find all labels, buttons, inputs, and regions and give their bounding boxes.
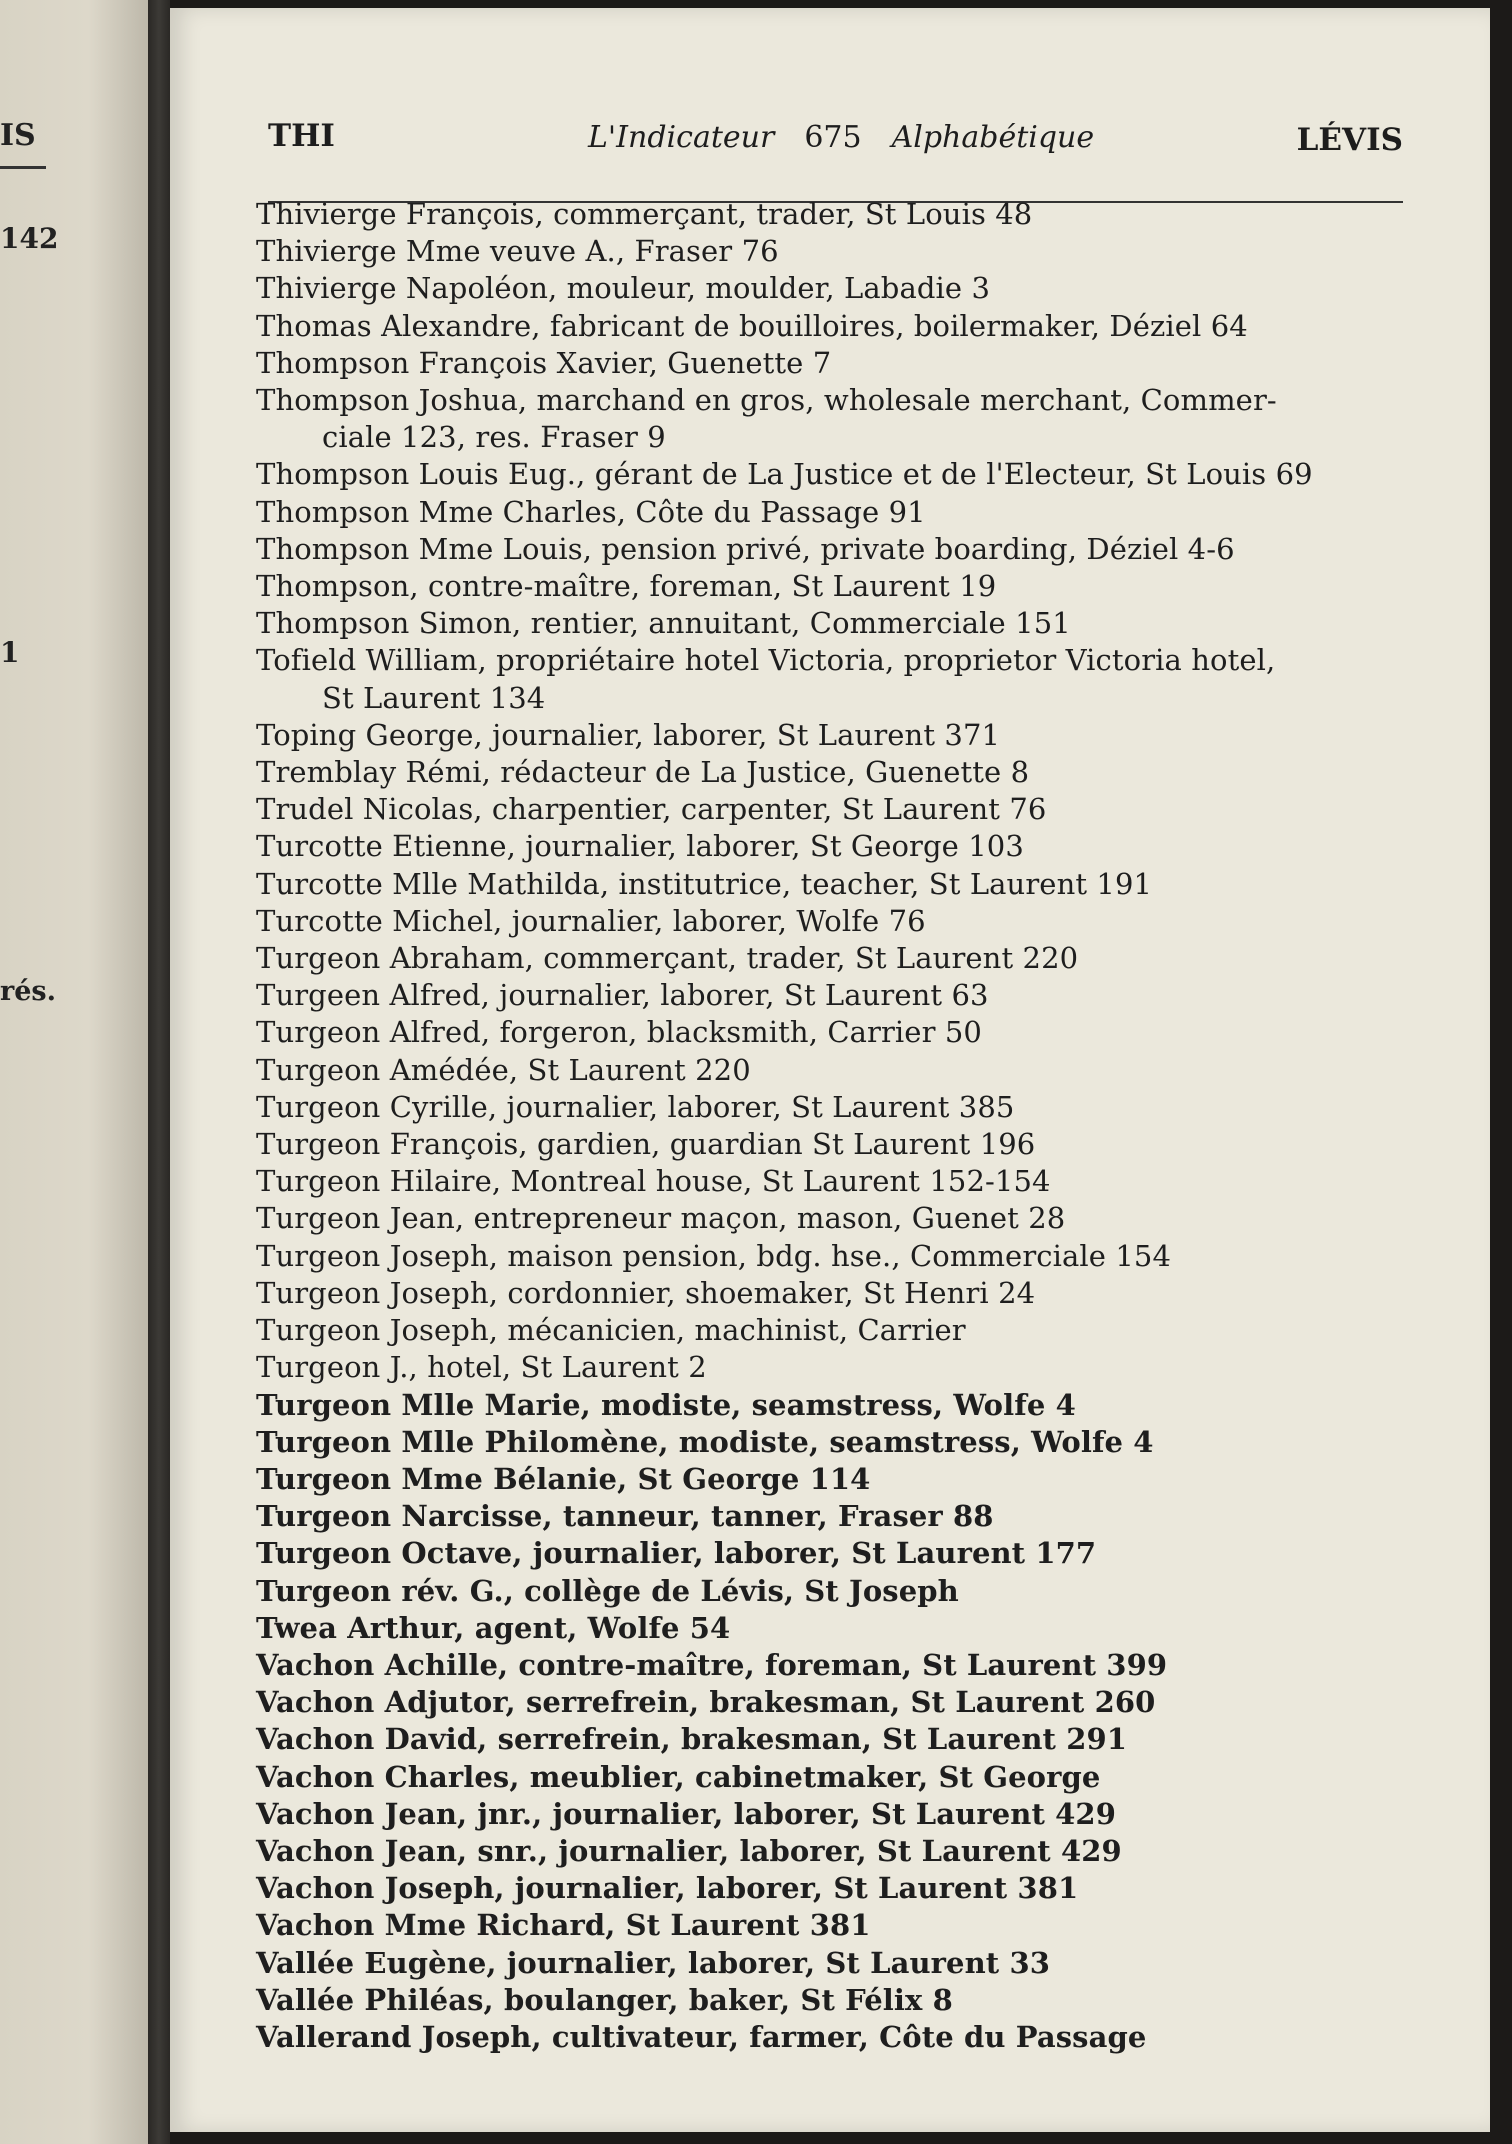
list-item-continuation: St Laurent 134 xyxy=(322,680,546,715)
left-fragment-number: 142 xyxy=(0,222,59,255)
left-page-edge xyxy=(0,0,148,2144)
list-item: Thivierge Mme veuve A., Fraser 76 xyxy=(256,234,779,269)
list-item: Turgeon Mlle Marie, modiste, seamstress, Wolfe 4 xyxy=(256,1387,1076,1422)
list-item: Vachon Achille, contre-maître, foreman, St Laurent 399 xyxy=(256,1647,1168,1682)
list-item: Trudel Nicolas, charpentier, carpenter, St Laurent 76 xyxy=(256,792,1047,827)
header-town: LÉVIS xyxy=(1296,122,1403,158)
header-section-code: THI xyxy=(268,118,335,154)
list-item: Turgeon Jean, entrepreneur maçon, mason, Guenet 28 xyxy=(256,1201,1066,1236)
left-header-rule xyxy=(0,166,46,169)
list-item: Turgeon François, gardien, guardian St Laurent 196 xyxy=(256,1127,1036,1162)
list-item: Turgeon Mme Bélanie, St George 114 xyxy=(256,1461,871,1496)
list-item: Thompson Joshua, marchand en gros, wholesale merchant, Commer- xyxy=(256,383,1277,418)
list-item: Turgeen Alfred, journalier, laborer, St Laurent 63 xyxy=(256,978,989,1013)
list-item: Turgeon rév. G., collège de Lévis, St Joseph xyxy=(256,1573,959,1608)
list-item-continuation: ciale 123, res. Fraser 9 xyxy=(322,420,666,455)
list-item: Turgeon Hilaire, Montreal house, St Laurent 152-154 xyxy=(256,1164,1051,1199)
list-item: Thivierge François, commerçant, trader, St Louis 48 xyxy=(256,197,1033,231)
list-item: Vallerand Joseph, cultivateur, farmer, Côte du Passage xyxy=(256,2019,1147,2054)
list-item: Turcotte Mlle Mathilda, institutrice, teacher, St Laurent 191 xyxy=(256,866,1153,901)
list-item: Tofield William, propriétaire hotel Victoria, proprietor Victoria hotel, xyxy=(256,643,1276,678)
list-item: Thompson Mme Louis, pension privé, private boarding, Déziel 4-6 xyxy=(256,531,1235,566)
left-fragment-digit: 1 xyxy=(0,636,20,669)
page-header xyxy=(268,118,1403,168)
list-item: Twea Arthur, agent, Wolfe 54 xyxy=(256,1610,731,1645)
list-item: Turgeon Alfred, forgeron, blacksmith, Carrier 50 xyxy=(256,1015,982,1050)
list-item: Vachon Jean, snr., journalier, laborer, St Laurent 429 xyxy=(256,1833,1122,1868)
list-item: Turgeon Abraham, commerçant, trader, St Laurent 220 xyxy=(256,941,1079,976)
list-item: Vachon Jean, jnr., journalier, laborer, St Laurent 429 xyxy=(256,1796,1116,1831)
header-title xyxy=(588,120,1094,155)
list-item: Turcotte Etienne, journalier, laborer, St George 103 xyxy=(256,829,1024,864)
list-item: Thompson, contre-maître, foreman, St Laurent 19 xyxy=(256,569,997,604)
list-item: Thompson François Xavier, Guenette 7 xyxy=(256,345,832,380)
list-item: Thompson Louis Eug., gérant de La Justice et de l'Electeur, St Louis 69 xyxy=(256,457,1313,492)
left-fragment-heading: IS xyxy=(0,118,36,153)
header-subtitle: Alphabétique xyxy=(891,120,1095,155)
list-item: Thompson Mme Charles, Côte du Passage 91 xyxy=(256,494,926,529)
list-item: Turgeon Cyrille, journalier, laborer, St Laurent 385 xyxy=(256,1089,1015,1124)
list-item: Turgeon Mlle Philomène, modiste, seamstress, Wolfe 4 xyxy=(256,1424,1154,1459)
list-item: Vachon David, serrefrein, brakesman, St Laurent 291 xyxy=(256,1722,1128,1757)
list-item: Turgeon Amédée, St Laurent 220 xyxy=(256,1052,751,1087)
list-item: Turcotte Michel, journalier, laborer, Wolfe 76 xyxy=(256,903,926,938)
list-item: Turgeon Joseph, cordonnier, shoemaker, St Henri 24 xyxy=(256,1275,1036,1310)
list-item: Thomas Alexandre, fabricant de bouilloires, boilermaker, Déziel 64 xyxy=(256,308,1248,343)
directory-page xyxy=(170,8,1490,2132)
list-item: Tremblay Rémi, rédacteur de La Justice, Guenette 8 xyxy=(256,755,1030,790)
list-item: Turgeon Joseph, mécanicien, machinist, Carrier xyxy=(256,1313,966,1348)
list-item: Vachon Joseph, journalier, laborer, St Laurent 381 xyxy=(256,1871,1079,1906)
list-item: Vallée Philéas, boulanger, baker, St Félix 8 xyxy=(256,1982,953,2017)
list-item: Vachon Charles, meublier, cabinetmaker, St George xyxy=(256,1759,1101,1794)
list-item: Vachon Adjutor, serrefrein, brakesman, St Laurent 260 xyxy=(256,1685,1156,1720)
list-item: Turgeon Octave, journalier, laborer, St Laurent 177 xyxy=(256,1536,1097,1571)
directory-entries xyxy=(256,196,1436,2056)
list-item: Vachon Mme Richard, St Laurent 381 xyxy=(256,1908,871,1943)
page-number: 675 xyxy=(804,120,862,155)
list-item: Turgeon Joseph, maison pension, bdg. hse., Commerciale 154 xyxy=(256,1238,1171,1273)
header-book-title: L'Indicateur xyxy=(588,120,775,155)
list-item: Vallée Eugène, journalier, laborer, St Laurent 33 xyxy=(256,1945,1051,1980)
list-item: Toping George, journalier, laborer, St Laurent 371 xyxy=(256,717,1001,752)
list-item: Turgeon J., hotel, St Laurent 2 xyxy=(256,1350,707,1385)
list-item: Thivierge Napoléon, mouleur, moulder, Labadie 3 xyxy=(256,271,991,306)
left-fragment-res: rés. xyxy=(0,976,57,1007)
list-item: Thompson Simon, rentier, annuitant, Commerciale 151 xyxy=(256,606,1071,641)
book-spine xyxy=(148,0,170,2144)
list-item: Turgeon Narcisse, tanneur, tanner, Fraser 88 xyxy=(256,1499,994,1534)
